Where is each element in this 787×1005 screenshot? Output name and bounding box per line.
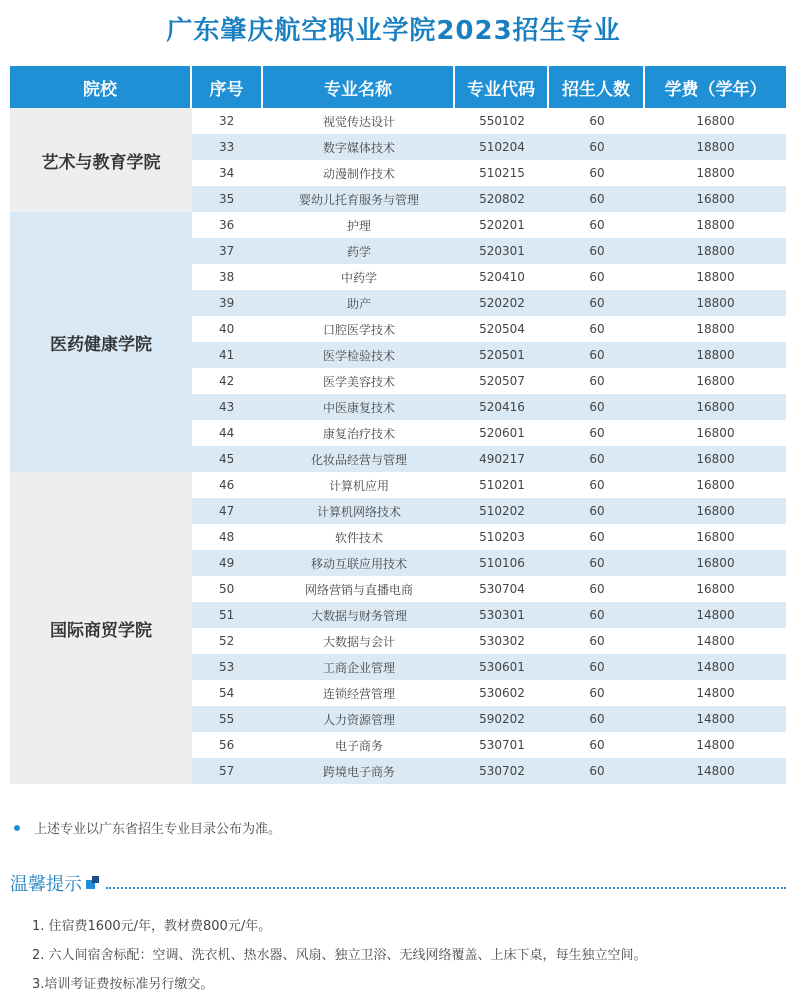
seq-cell: 41 (219, 348, 235, 362)
code-cell: 520410 (479, 270, 525, 284)
fee-cell: 18800 (696, 166, 735, 180)
name-cell: 医学检验技术 (322, 348, 395, 363)
name-cell: 中医康复技术 (322, 400, 395, 415)
seq-cell: 54 (219, 686, 235, 700)
code-cell: 530302 (479, 634, 525, 648)
fee-cell: 16800 (696, 374, 735, 388)
quota-cell: 60 (589, 374, 605, 388)
code-cell: 510215 (479, 166, 525, 180)
quota-cell: 60 (589, 140, 605, 154)
table-row (192, 550, 786, 576)
seq-cell: 32 (219, 114, 235, 128)
name-cell: 数字媒体技术 (322, 140, 395, 155)
quota-cell: 60 (589, 738, 605, 752)
seq-cell: 40 (219, 322, 235, 336)
fee-cell: 16800 (696, 400, 735, 414)
fee-cell: 16800 (696, 582, 735, 596)
fee-cell: 18800 (696, 296, 735, 310)
name-cell: 人力资源管理 (322, 712, 395, 727)
table-row (192, 420, 786, 446)
seq-cell: 35 (219, 192, 235, 206)
fee-cell: 16800 (696, 192, 735, 206)
table-row (192, 186, 786, 212)
name-cell: 计算机网络技术 (316, 504, 401, 519)
fee-cell: 14800 (696, 738, 735, 752)
seq-cell: 34 (219, 166, 235, 180)
tip-item: 1. 住宿费1600元/年，教材费800元/年。 (32, 919, 272, 934)
table-row (192, 394, 786, 420)
seq-cell: 53 (219, 660, 235, 674)
header-name: 专业名称 (263, 66, 455, 108)
footnote (14, 818, 281, 837)
seq-cell: 42 (219, 374, 235, 388)
seq-cell: 38 (219, 270, 235, 284)
quota-cell: 60 (589, 244, 605, 258)
quota-cell: 60 (589, 660, 605, 674)
header-quota: 招生人数 (549, 66, 645, 108)
table-row (192, 498, 786, 524)
seq-cell: 55 (219, 712, 235, 726)
code-cell: 550102 (479, 114, 525, 128)
quota-cell: 60 (589, 348, 605, 362)
quota-cell: 60 (589, 686, 605, 700)
fee-cell: 16800 (696, 504, 735, 518)
seq-cell: 48 (219, 530, 235, 544)
seq-cell: 57 (219, 764, 235, 778)
code-cell: 510204 (479, 140, 525, 154)
table-row (192, 212, 786, 238)
code-cell: 520202 (479, 296, 525, 310)
code-cell: 510106 (479, 556, 525, 570)
name-cell: 工商企业管理 (322, 660, 395, 675)
table-row (192, 446, 786, 472)
college-cell: 医药健康学院 (10, 212, 192, 472)
quota-cell: 60 (589, 504, 605, 518)
seq-cell: 43 (219, 400, 235, 414)
code-cell: 520504 (479, 322, 525, 336)
table-header (10, 66, 786, 108)
tip-item: 2. 六人间宿舍标配：空调、洗衣机、热水器、风扇、独立卫浴、无线网络覆盖、上床下桌，每生独立空间。 (32, 948, 647, 963)
table-row (192, 368, 786, 394)
name-cell: 口腔医学技术 (322, 322, 395, 337)
table-row (192, 654, 786, 680)
fee-cell: 16800 (696, 556, 735, 570)
table-row (192, 758, 786, 784)
table-row (192, 602, 786, 628)
header-code: 专业代码 (455, 66, 549, 108)
fee-cell: 18800 (696, 322, 735, 336)
quota-cell: 60 (589, 712, 605, 726)
fee-cell: 14800 (696, 608, 735, 622)
name-cell: 化妆品经营与管理 (310, 452, 407, 467)
tip-item: 3.培训考证费按标准另行缴交。 (32, 977, 214, 992)
header-college: 院校 (10, 66, 192, 108)
code-cell: 530602 (479, 686, 525, 700)
fee-cell: 16800 (696, 530, 735, 544)
code-cell: 520201 (479, 218, 525, 232)
fee-cell: 14800 (696, 660, 735, 674)
name-cell: 助产 (346, 296, 371, 311)
table-row (192, 706, 786, 732)
seq-cell: 46 (219, 478, 235, 492)
quota-cell: 60 (589, 166, 605, 180)
quota-cell: 60 (589, 556, 605, 570)
name-cell: 中药学 (340, 270, 377, 285)
fee-cell: 16800 (696, 478, 735, 492)
code-cell: 530704 (479, 582, 525, 596)
name-cell: 大数据与财务管理 (310, 608, 407, 623)
quota-cell: 60 (589, 452, 605, 466)
name-cell: 视觉传达设计 (322, 114, 395, 129)
college-column (10, 108, 192, 784)
seq-cell: 47 (219, 504, 235, 518)
tips-header (10, 872, 786, 894)
bullet-dot-icon (14, 825, 20, 831)
fee-cell: 14800 (696, 712, 735, 726)
seq-cell: 44 (219, 426, 235, 440)
table-row (192, 342, 786, 368)
page-title: 广东肇庆航空职业学院2023招生专业 (166, 16, 621, 46)
table-row (192, 628, 786, 654)
seq-cell: 36 (219, 218, 235, 232)
name-cell: 计算机应用 (328, 478, 389, 493)
seq-cell: 45 (219, 452, 235, 466)
code-cell: 510202 (479, 504, 525, 518)
quota-cell: 60 (589, 114, 605, 128)
code-cell: 530701 (479, 738, 525, 752)
table-row (192, 290, 786, 316)
seq-cell: 52 (219, 634, 235, 648)
name-cell: 跨境电子商务 (322, 764, 395, 779)
quota-cell: 60 (589, 530, 605, 544)
code-cell: 490217 (479, 452, 525, 466)
rows-column (192, 108, 786, 784)
name-cell: 连锁经营管理 (322, 686, 395, 701)
quota-cell: 60 (589, 634, 605, 648)
code-cell: 520507 (479, 374, 525, 388)
name-cell: 康复治疗技术 (322, 426, 395, 441)
table-row (192, 472, 786, 498)
quota-cell: 60 (589, 192, 605, 206)
code-cell: 530301 (479, 608, 525, 622)
seq-cell: 37 (219, 244, 235, 258)
code-cell: 520416 (479, 400, 525, 414)
seq-cell: 39 (219, 296, 235, 310)
code-cell: 530702 (479, 764, 525, 778)
name-cell: 药学 (346, 244, 371, 259)
quota-cell: 60 (589, 582, 605, 596)
code-cell: 590202 (479, 712, 525, 726)
table-row (192, 680, 786, 706)
tips-title: 温馨提示 (10, 874, 82, 895)
fee-cell: 14800 (696, 634, 735, 648)
name-cell: 婴幼儿托育服务与管理 (298, 192, 419, 207)
seq-cell: 49 (219, 556, 235, 570)
quota-cell: 60 (589, 296, 605, 310)
name-cell: 网络营销与直播电商 (304, 582, 413, 597)
table-row (192, 134, 786, 160)
table-row (192, 316, 786, 342)
quota-cell: 60 (589, 478, 605, 492)
fee-cell: 18800 (696, 270, 735, 284)
name-cell: 大数据与会计 (322, 634, 395, 649)
squares-icon (86, 876, 100, 890)
code-cell: 520802 (479, 192, 525, 206)
name-cell: 软件技术 (334, 530, 383, 545)
name-cell: 电子商务 (334, 738, 383, 753)
quota-cell: 60 (589, 400, 605, 414)
table-row (192, 264, 786, 290)
table-row (192, 108, 786, 134)
quota-cell: 60 (589, 270, 605, 284)
name-cell: 医学美容技术 (322, 374, 395, 389)
code-cell: 510201 (479, 478, 525, 492)
code-cell: 520601 (479, 426, 525, 440)
seq-cell: 51 (219, 608, 235, 622)
quota-cell: 60 (589, 322, 605, 336)
majors-table (10, 66, 786, 784)
fee-cell: 18800 (696, 244, 735, 258)
college-cell: 艺术与教育学院 (10, 108, 192, 212)
quota-cell: 60 (589, 764, 605, 778)
quota-cell: 60 (589, 218, 605, 232)
name-cell: 动漫制作技术 (322, 166, 395, 181)
fee-cell: 16800 (696, 426, 735, 440)
fee-cell: 18800 (696, 218, 735, 232)
header-fee: 学费（学年） (664, 79, 767, 100)
code-cell: 510203 (479, 530, 525, 544)
table-row (192, 732, 786, 758)
code-cell: 530601 (479, 660, 525, 674)
table-row (192, 524, 786, 550)
fee-cell: 18800 (696, 140, 735, 154)
dotted-divider (106, 887, 786, 889)
code-cell: 520301 (479, 244, 525, 258)
seq-cell: 56 (219, 738, 235, 752)
header-seq: 序号 (192, 66, 263, 108)
table-body (10, 108, 786, 784)
college-cell: 国际商贸学院 (10, 472, 192, 784)
fee-cell: 16800 (696, 452, 735, 466)
fee-cell: 14800 (696, 686, 735, 700)
fee-cell: 16800 (696, 114, 735, 128)
name-cell: 移动互联应用技术 (310, 556, 407, 571)
fee-cell: 14800 (696, 764, 735, 778)
table-row (192, 576, 786, 602)
quota-cell: 60 (589, 608, 605, 622)
table-row (192, 238, 786, 264)
seq-cell: 33 (219, 140, 235, 154)
fee-cell: 18800 (696, 348, 735, 362)
seq-cell: 50 (219, 582, 235, 596)
code-cell: 520501 (479, 348, 525, 362)
quota-cell: 60 (589, 426, 605, 440)
footnote-text: 上述专业以广东省招生专业目录公布为准。 (34, 822, 282, 837)
table-row (192, 160, 786, 186)
name-cell: 护理 (346, 218, 371, 233)
